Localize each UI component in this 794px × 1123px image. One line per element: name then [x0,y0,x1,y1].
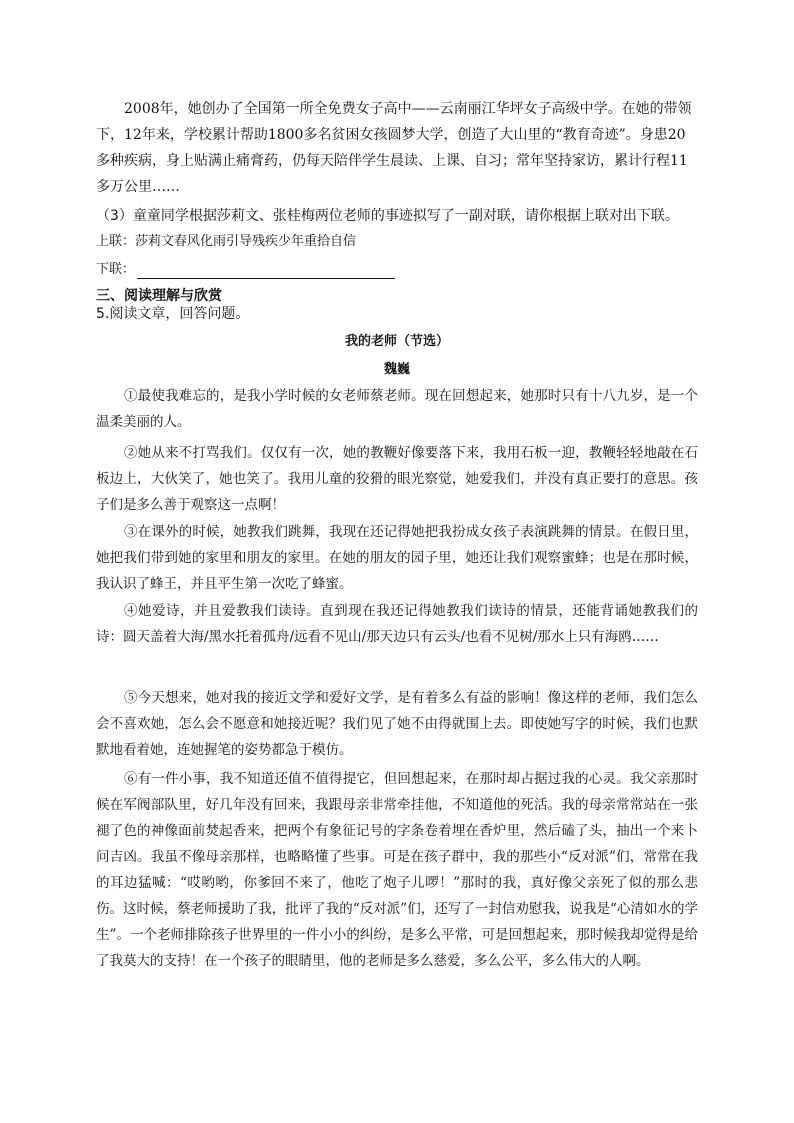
question-instruction: 5.阅读文章，回答问题。 [96,306,250,322]
question-3: （3）童童同学根据莎莉文、张桂梅两位老师的事迹拟写了一副对联，请你根据上联对出下联。 [96,208,679,224]
article-author: 魏巍 [383,362,410,377]
section-heading: 三、阅读理解与欣赏 [96,288,222,304]
article-paragraph-5: ⑤今天想来，她对我的接近文学和爱好文学，是有着多么有益的影响！像这样的老师，我们怎么会不喜欢她，怎么会不愿意和她接近呢？我们见了她不由得就围上去。即使她写字的时候，我们也默默地看着她，连她握笔的姿势都急于模仿。 [96,690,698,758]
article-paragraph-4: ④她爱诗，并且爱教我们读诗。直到现在我还记得她教我们读诗的情景，还能背诵她教我们的诗：圆天盖着大海/黑水托着孤舟/远看不见山/那天边只有云头/也看不见树/那水上只有海鸥…… [96,603,698,645]
intro-paragraph: 2008年，她创办了全国第一所全免费女子高中——云南丽江华坪女子高级中学。在她的带领下，12年来，学校累计帮助1800多名贫困女孩圆梦大学，创造了大山里的“教育奇迹”。身患20多种疾病，身上贴满止痛膏药，仍每天陪伴学生晨读、上课、自习；常年坚持家访，累计行程11多万公里…… [96,101,692,195]
article-paragraph-2: ②她从来不打骂我们。仅仅有一次，她的教鞭好像要落下来，我用石板一迎，教鞭轻轻地敲在石板边上，大伙笑了，她也笑了。我用儿童的狡猾的眼光察觉，她爱我们，并没有真正要打的意思。孩子们是多么善于观察这一点啊！ [96,445,698,513]
article-paragraph-6: ⑥有一件小事，我不知道还值不值得提它，但回想起来，在那时却占据过我的心灵。我父亲那时候在军阀部队里，好几年没有回来，我跟母亲非常牵挂他，不知道他的死活。我的母亲常常站在一张褪了色的神像面前焚起香来，把两个有象征记号的字条卷着埋在香炉里，然后磕了头，抽出一个来卜问吉凶。我虽不像母亲那样，也略略懂了些事。可是在孩子群中，我的那些小“反对派”们，常常在我的耳边猛喊：“哎哟哟，你爹回不来了，他吃了炮子儿啰！”那时的我，真好像父亲死了似的那么悲伤。这时候，蔡老师援助了我，批评了我的“反对派”们，还写了一封信劝慰我，说我是“心清如水的学生”。一个老师排除孩子世界里的一件小小的纠纷，是多么平常，可是回想起来，那时候我却觉得是给了我莫大的支持！在一个孩子的眼睛里，他的老师是多么慈爱，多么公平，多么伟大的人啊。 [96,771,698,969]
couplet-lower [96,261,698,279]
couplet-upper: 上联：莎莉文春风化雨引导残疾少年重拾自信 [96,234,357,249]
article-title: 我的老师（节选） [344,334,449,349]
answer-blank[interactable] [137,264,395,279]
article-paragraph-3: ③在课外的时候，她教我们跳舞，我现在还记得她把我扮成女孩子表演跳舞的情景。在假日里，她把我们带到她的家里和朋友的家里。在她的朋友的园子里，她还让我们观察蜜蜂；也是在那时候，我认识了蜂王，并且平生第一次吃了蜂蜜。 [96,524,698,592]
article-paragraph-1: ①最使我难忘的，是我小学时候的女老师蔡老师。现在回想起来，她那时只有十八九岁，是一个温柔美丽的人。 [96,388,698,430]
couplet-lower-label: 下联： [96,262,136,277]
